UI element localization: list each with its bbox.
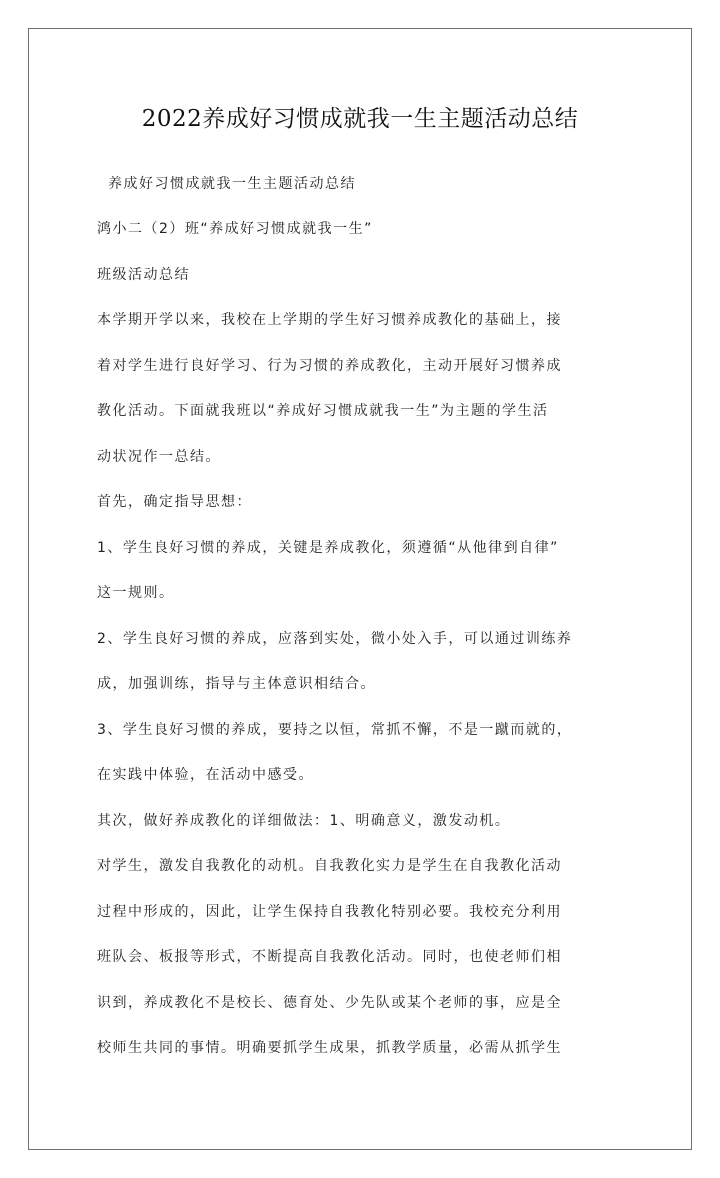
paragraph-line: 成，加强训练，指导与主体意识相结合。 bbox=[97, 676, 376, 692]
document-title: 2022养成好习惯成就我一生主题活动总结 bbox=[141, 106, 579, 132]
paragraph-line: 识到，养成教化不是校长、德育处、少先队或某个老师的事，应是全 bbox=[97, 995, 562, 1011]
paragraph-line: 过程中形成的，因此，让学生保持自我教化特别必要。我校充分利用 bbox=[97, 904, 562, 920]
paragraph-line: 动状况作一总结。 bbox=[97, 449, 221, 465]
paragraph-line: 对学生，激发自我教化的动机。自我教化实力是学生在自我教化活动 bbox=[97, 858, 562, 874]
section-heading: 班级活动总结 bbox=[97, 267, 190, 283]
class-line: 鸿小二（2）班“养成好习惯成就我一生” bbox=[97, 221, 373, 237]
paragraph-line: 3、学生良好习惯的养成，要持之以恒，常抓不懈，不是一蹴而就的， bbox=[97, 722, 573, 738]
paragraph-line: 教化活动。下面就我班以“养成好习惯成就我一生”为主题的学生活 bbox=[97, 403, 549, 419]
paragraph-line: 在实践中体验，在活动中感受。 bbox=[97, 767, 314, 783]
paragraph-line: 班队会、板报等形式，不断提高自我教化活动。同时，也使老师们相 bbox=[97, 949, 562, 965]
paragraph-line: 其次，做好养成教化的详细做法：1、明确意义，激发动机。 bbox=[97, 813, 511, 829]
paragraph-line: 2、学生良好习惯的养成，应落到实处，微小处入手，可以通过训练养 bbox=[97, 631, 573, 647]
paragraph-line: 1、学生良好习惯的养成，关键是养成教化，须遵循“从他律到自律” bbox=[97, 540, 559, 556]
paragraph-line: 本学期开学以来，我校在上学期的学生好习惯养成教化的基础上，接 bbox=[97, 312, 562, 328]
paragraph-line: 着对学生进行良好学习、行为习惯的养成教化，主动开展好习惯养成 bbox=[97, 358, 562, 374]
paragraph-line: 这一规则。 bbox=[97, 585, 175, 601]
subtitle-line: 养成好习惯成就我一生主题活动总结 bbox=[108, 176, 356, 192]
paragraph-line: 校师生共同的事情。明确要抓学生成果，抓教学质量，必需从抓学生 bbox=[97, 1040, 562, 1056]
paragraph-line: 首先，确定指导思想： bbox=[97, 494, 252, 510]
